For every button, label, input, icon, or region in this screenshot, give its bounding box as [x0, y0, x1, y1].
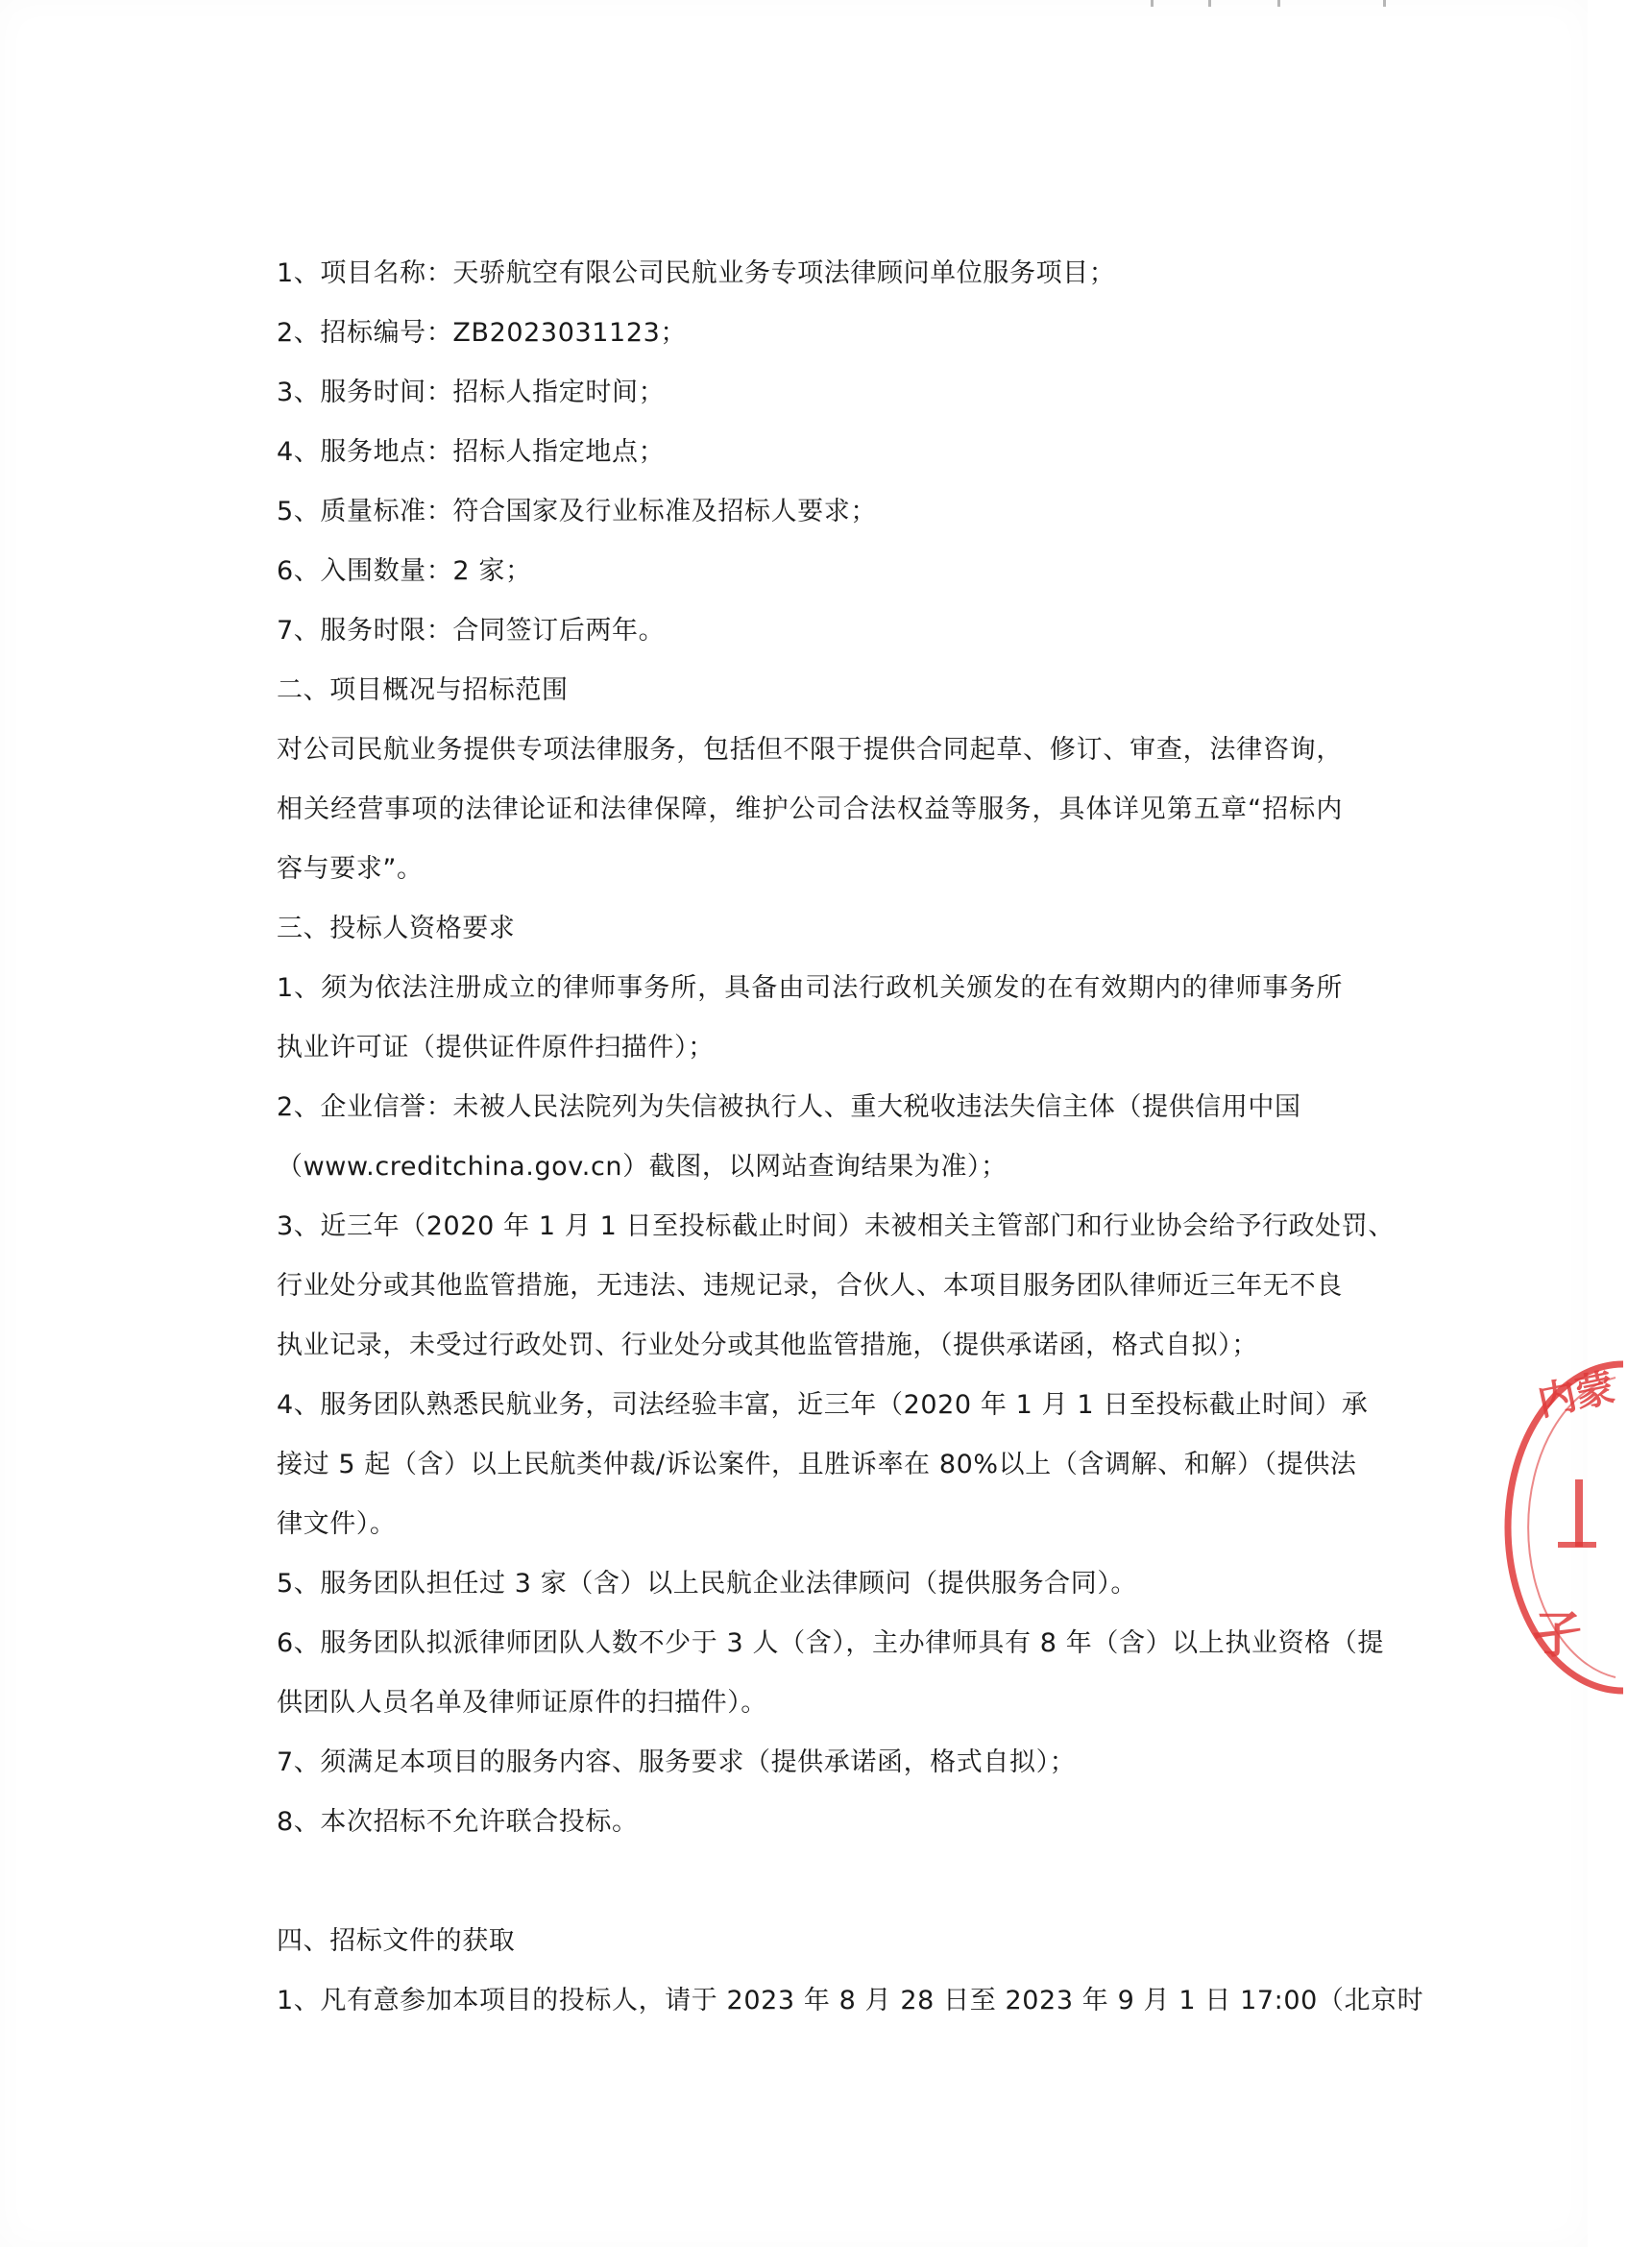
qualification-item-line: 接过 5 起（含）以上民航类仲裁/诉讼案件，且胜诉率在 80%以上（含调解、和解）（提供法 [277, 1450, 1357, 1479]
section-heading-overview: 二、项目概况与招标范围 [277, 675, 569, 705]
service-location-line: 4、服务地点：招标人指定地点； [277, 437, 666, 467]
qualification-item-line: 5、服务团队担任过 3 家（含）以上民航企业法律顾问（提供服务合同）。 [277, 1569, 1138, 1599]
quality-standard-line: 5、质量标准：符合国家及行业标准及招标人要求； [277, 497, 877, 526]
qualification-item-line: 2、企业信誉：未被人民法院列为失信被执行人、重大税收违法失信主体（提供信用中国 [277, 1092, 1301, 1122]
qualification-item-line: 执业许可证（提供证件原件扫描件）； [277, 1033, 715, 1062]
documents-item-line: 1、凡有意参加本项目的投标人，请于 2023 年 8 月 28 日至 2023 年 9 月 1 日 17:00（北京时 [277, 1986, 1424, 2015]
svg-text:孑: 孑 [1532, 1607, 1583, 1665]
scan-marks [1143, 0, 1393, 8]
service-time-line: 3、服务时间：招标人指定时间； [277, 378, 666, 407]
company-seal-stamp [1527, 1345, 1652, 1710]
section-heading-qualification: 三、投标人资格要求 [277, 914, 516, 943]
qualification-item-line: （www.creditchina.gov.cn）截图，以网站查询结果为准）； [277, 1152, 1008, 1182]
qualification-item-line: 执业记录，未受过行政处罚、行业处分或其他监管措施，（提供承诺函，格式自拟）； [277, 1331, 1258, 1360]
qualification-item-line: 6、服务团队拟派律师团队人数不少于 3 人（含），主办律师具有 8 年（含）以上执业资格（提 [277, 1628, 1384, 1658]
project-name-line: 1、项目名称：天骄航空有限公司民航业务专项法律顾问单位服务项目； [277, 258, 1116, 288]
qualification-item-line: 7、须满足本项目的服务内容、服务要求（提供承诺函，格式自拟）； [277, 1747, 1077, 1777]
overview-paragraph-line: 容与要求”。 [277, 854, 424, 884]
overview-paragraph-line: 对公司民航业务提供专项法律服务，包括但不限于提供合同起草、修订、审查，法律咨询， [277, 735, 1343, 765]
qualification-item-line: 行业处分或其他监管措施，无违法、违规记录，合伙人、本项目服务团队律师近三年无不良 [277, 1271, 1343, 1301]
shortlist-count-line: 6、入围数量：2 家； [277, 556, 532, 586]
qualification-item-line: 8、本次招标不允许联合投标。 [277, 1807, 639, 1837]
service-period-line: 7、服务时限：合同签订后两年。 [277, 616, 666, 646]
qualification-item-line: 供团队人员名单及律师证原件的扫描件）。 [277, 1688, 767, 1718]
svg-text:内蒙: 内蒙 [1533, 1365, 1618, 1426]
section-heading-documents: 四、招标文件的获取 [277, 1926, 516, 1956]
qualification-item-line: 律文件）。 [277, 1509, 397, 1539]
qualification-item-line: 3、近三年（2020 年 1 月 1 日至投标截止时间）未被相关主管部门和行业协会给予行政处罚、 [277, 1211, 1395, 1241]
overview-paragraph-line: 相关经营事项的法律论证和法律保障，维护公司合法权益等服务，具体详见第五章“招标内 [277, 794, 1343, 824]
qualification-item-line: 1、须为依法注册成立的律师事务所，具备由司法行政机关颁发的在有效期内的律师事务所 [277, 973, 1343, 1003]
qualification-item-line: 4、服务团队熟悉民航业务，司法经验丰富，近三年（2020 年 1 月 1 日至投标截止时间）承 [277, 1390, 1369, 1420]
bid-number-line: 2、招标编号：ZB2023031123； [277, 318, 687, 348]
